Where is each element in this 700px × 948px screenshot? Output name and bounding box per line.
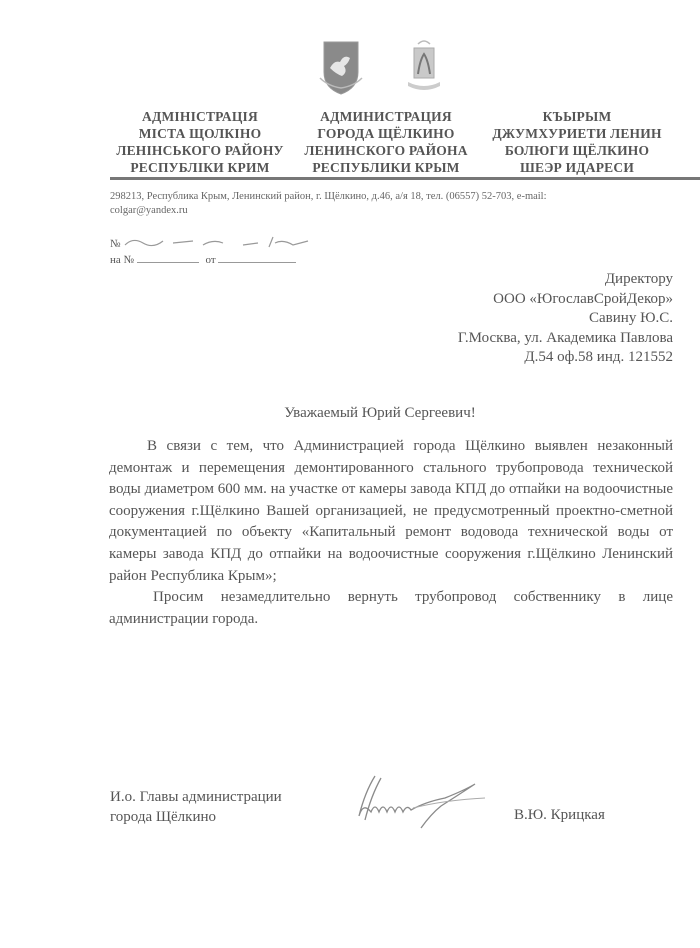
header-line: БОЛЮГИ ЩЁЛКИНО (504, 143, 650, 158)
shchelkino-coat-of-arms-icon (404, 38, 444, 98)
reference-number (110, 252, 313, 268)
ref-number-blank (137, 252, 199, 263)
header-line: ЛЕНИНСКОГО РАЙОНА (304, 143, 468, 158)
address-line: 298213, Республика Крым, Ленинский район, г. Щёлкино, д.46, а/я 18, тел. (06557) 52-703, e-mail: (110, 191, 547, 202)
header-line: ШЕЭР ИДАРЕСИ (519, 160, 635, 175)
from-label: от (205, 254, 216, 266)
header-line: КЪЫРЫМ (542, 109, 612, 124)
header-line: ДЖУМХУРИЕТИ ЛЕНИН (492, 126, 662, 141)
ref-label: на № (110, 254, 135, 266)
header-ukrainian (110, 108, 290, 176)
paragraph: Просим незамедлительно вернуть трубопровод собственнику в лице администрации города. (109, 589, 673, 627)
signatory-title-line: И.о. Главы администрации (110, 789, 282, 805)
crimea-coat-of-arms-icon (318, 38, 364, 98)
handwritten-number-icon (123, 233, 313, 251)
recipient-line: Г.Москва, ул. Академика Павлова (457, 329, 673, 346)
address-block (110, 190, 547, 218)
header-line: ГОРОДА ЩЁЛКИНО (317, 126, 455, 141)
ref-date-blank (218, 252, 296, 263)
header-line: РЕСПУБЛІКИ КРИМ (130, 160, 270, 175)
outgoing-number (110, 233, 313, 252)
signatory-title (110, 787, 282, 827)
header-line: АДМИНИСТРАЦИЯ (320, 109, 452, 124)
header-line: ЛЕНІНСЬКОГО РАЙОНУ (116, 143, 284, 158)
letter-body (109, 436, 673, 630)
header-line: МІСТА ЩОЛКІНО (138, 126, 262, 141)
salutation: Уважаемый Юрий Сергеевич! (284, 405, 476, 421)
header-crimean-tatar (482, 108, 672, 176)
recipient-line: Савину Ю.С. (589, 310, 673, 326)
recipient-line: Д.54 оф.58 инд. 121552 (524, 349, 673, 365)
header-line: АДМІНІСТРАЦІЯ (142, 109, 258, 124)
signatory-title-line: города Щёлкино (110, 809, 217, 825)
paragraph: В связи с тем, что Администрацией города Щёлкино выявлен незаконный демонтаж и перемещения демонтированного стального трубопровода технической воды диаметром 600 мм. на участке от камеры завода КПД до отпайки на водоочистные сооружения г.Щёлкино Вашей организацией, не предусмотренный проектно-сметной документацией по объекту «Капитальный ремонт водовода технической воды от камеры завода КПД до отпайки на водоочистные сооружения г.Щёлкино Ленинский район Республика Крым»; (109, 438, 673, 584)
recipient-block (458, 270, 673, 368)
email: colgar@yandex.ru (110, 205, 188, 216)
recipient-line: ООО «ЮгославСройДекор» (493, 290, 673, 307)
header-divider (110, 177, 700, 180)
handwritten-signature-icon (345, 772, 495, 830)
recipient-line: Директору (604, 271, 673, 287)
number-label: № (110, 238, 121, 250)
header-line: РЕСПУБЛИКИ КРЫМ (312, 160, 460, 175)
header-russian (296, 108, 476, 176)
signatory-name: В.Ю. Крицкая (514, 807, 605, 823)
registration-block (110, 233, 313, 268)
